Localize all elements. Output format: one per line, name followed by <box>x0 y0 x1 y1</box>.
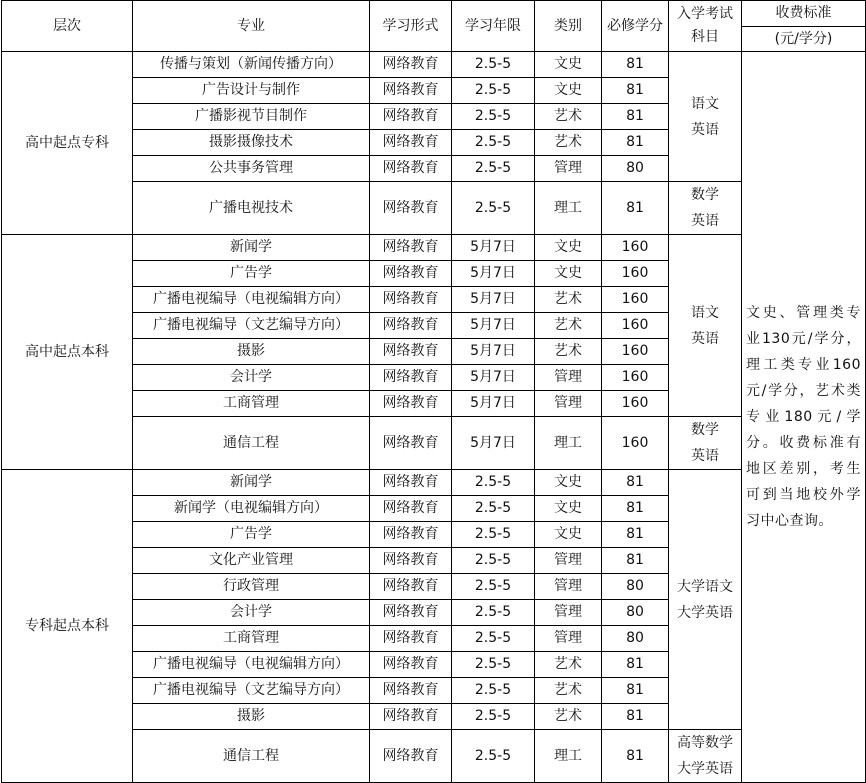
years-cell: 2.5-5 <box>452 548 535 574</box>
category-cell: 管理 <box>535 600 602 626</box>
category-cell: 艺术 <box>535 313 602 339</box>
mode-cell: 网络教育 <box>370 730 452 783</box>
category-cell: 文史 <box>535 78 602 104</box>
years-cell: 2.5-5 <box>452 496 535 522</box>
exam-line2: 大学英语 <box>677 604 733 621</box>
mode-cell: 网络教育 <box>370 104 452 130</box>
mode-cell: 网络教育 <box>370 417 452 470</box>
major-cell: 新闻学（电视编辑方向） <box>133 496 370 522</box>
mode-cell: 网络教育 <box>370 182 452 235</box>
years-cell: 5月7日 <box>452 365 535 391</box>
major-cell: 会计学 <box>133 365 370 391</box>
major-cell: 文化产业管理 <box>133 548 370 574</box>
mode-cell: 网络教育 <box>370 339 452 365</box>
category-cell: 文史 <box>535 235 602 261</box>
category-cell: 理工 <box>535 182 602 235</box>
category-cell: 文史 <box>535 470 602 496</box>
major-cell: 摄影 <box>133 704 370 730</box>
major-cell: 广告设计与制作 <box>133 78 370 104</box>
exam-cell <box>669 417 742 470</box>
category-cell: 文史 <box>535 261 602 287</box>
category-cell: 管理 <box>535 365 602 391</box>
credits-cell: 81 <box>602 104 669 130</box>
years-cell: 2.5-5 <box>452 156 535 182</box>
level-cell: 高中起点本科 <box>2 235 133 470</box>
credits-cell: 81 <box>602 652 669 678</box>
exam-line2: 大学英语 <box>677 761 733 777</box>
exam-line2: 英语 <box>691 213 719 229</box>
major-cell: 会计学 <box>133 600 370 626</box>
mode-cell: 网络教育 <box>370 704 452 730</box>
years-cell: 5月7日 <box>452 339 535 365</box>
category-cell: 管理 <box>535 548 602 574</box>
header-exam <box>669 1 742 52</box>
category-cell: 管理 <box>535 391 602 417</box>
years-cell: 2.5-5 <box>452 104 535 130</box>
years-cell: 2.5-5 <box>452 600 535 626</box>
credits-cell: 80 <box>602 574 669 600</box>
mode-cell: 网络教育 <box>370 261 452 287</box>
credits-cell: 160 <box>602 235 669 261</box>
mode-cell: 网络教育 <box>370 496 452 522</box>
credits-cell: 81 <box>602 52 669 78</box>
header-level: 层次 <box>2 1 133 52</box>
mode-cell: 网络教育 <box>370 365 452 391</box>
years-cell: 5月7日 <box>452 417 535 470</box>
exam-line2: 英语 <box>691 330 719 347</box>
mode-cell: 网络教育 <box>370 626 452 652</box>
credits-cell: 160 <box>602 391 669 417</box>
program-table <box>1 0 866 783</box>
credits-cell: 81 <box>602 182 669 235</box>
years-cell: 5月7日 <box>452 391 535 417</box>
category-cell: 艺术 <box>535 704 602 730</box>
category-cell: 理工 <box>535 417 602 470</box>
major-cell: 广播电视编导（电视编辑方向） <box>133 287 370 313</box>
credits-cell: 81 <box>602 522 669 548</box>
credits-cell: 81 <box>602 496 669 522</box>
header-exam-line2: 科目 <box>691 29 719 45</box>
exam-line1: 高等数学 <box>677 735 733 751</box>
credits-cell: 160 <box>602 339 669 365</box>
category-cell: 理工 <box>535 730 602 783</box>
years-cell: 5月7日 <box>452 313 535 339</box>
level-cell: 高中起点专科 <box>2 52 133 235</box>
mode-cell: 网络教育 <box>370 287 452 313</box>
mode-cell: 网络教育 <box>370 52 452 78</box>
years-cell: 2.5-5 <box>452 182 535 235</box>
credits-cell: 80 <box>602 600 669 626</box>
credits-cell: 80 <box>602 156 669 182</box>
major-cell: 广告学 <box>133 522 370 548</box>
years-cell: 2.5-5 <box>452 652 535 678</box>
fee-note: 文史、管理类专业130元/学分，理工类专业160元/学分，艺术类专业180元/学分。收费标准有地区差别，考生可到当地校外学习中心查询。 <box>742 52 866 783</box>
category-cell: 艺术 <box>535 104 602 130</box>
credits-cell: 81 <box>602 548 669 574</box>
mode-cell: 网络教育 <box>370 156 452 182</box>
credits-cell: 160 <box>602 417 669 470</box>
years-cell: 2.5-5 <box>452 522 535 548</box>
major-cell: 通信工程 <box>133 417 370 470</box>
exam-line2: 英语 <box>691 448 719 464</box>
major-cell: 传播与策划（新闻传播方向） <box>133 52 370 78</box>
mode-cell: 网络教育 <box>370 574 452 600</box>
credits-cell: 81 <box>602 78 669 104</box>
category-cell: 艺术 <box>535 339 602 365</box>
major-cell: 广播电视技术 <box>133 182 370 235</box>
exam-line2: 英语 <box>691 121 719 138</box>
header-exam-line1: 入学考试 <box>677 6 733 22</box>
exam-line1: 语文 <box>691 95 719 112</box>
header-major: 专业 <box>133 1 370 52</box>
category-cell: 文史 <box>535 52 602 78</box>
exam-cell <box>669 730 742 783</box>
credits-cell: 81 <box>602 678 669 704</box>
mode-cell: 网络教育 <box>370 522 452 548</box>
exam-line1: 语文 <box>691 304 719 321</box>
header-credits: 必修学分 <box>602 1 669 52</box>
header-fee-unit: (元/学分) <box>742 27 866 52</box>
major-cell: 广播电视编导（文艺编导方向） <box>133 678 370 704</box>
table-row <box>2 470 866 496</box>
mode-cell: 网络教育 <box>370 548 452 574</box>
years-cell: 2.5-5 <box>452 704 535 730</box>
years-cell: 2.5-5 <box>452 574 535 600</box>
header-years: 学习年限 <box>452 1 535 52</box>
exam-cell <box>669 470 742 730</box>
header-category: 类别 <box>535 1 602 52</box>
major-cell: 摄影摄像技术 <box>133 130 370 156</box>
credits-cell: 81 <box>602 704 669 730</box>
table-row <box>2 235 866 261</box>
major-cell: 工商管理 <box>133 626 370 652</box>
years-cell: 5月7日 <box>452 261 535 287</box>
header-mode: 学习形式 <box>370 1 452 52</box>
major-cell: 工商管理 <box>133 391 370 417</box>
mode-cell: 网络教育 <box>370 652 452 678</box>
exam-line1: 数学 <box>691 187 719 203</box>
credits-cell: 160 <box>602 313 669 339</box>
category-cell: 管理 <box>535 626 602 652</box>
category-cell: 管理 <box>535 156 602 182</box>
header-fee: 收费标准 <box>742 1 866 27</box>
credits-cell: 81 <box>602 730 669 783</box>
exam-cell <box>669 52 742 182</box>
years-cell: 2.5-5 <box>452 730 535 783</box>
credits-cell: 160 <box>602 365 669 391</box>
mode-cell: 网络教育 <box>370 470 452 496</box>
credits-cell: 81 <box>602 470 669 496</box>
credits-cell: 80 <box>602 626 669 652</box>
exam-line1: 数学 <box>691 422 719 438</box>
mode-cell: 网络教育 <box>370 235 452 261</box>
years-cell: 2.5-5 <box>452 52 535 78</box>
years-cell: 5月7日 <box>452 235 535 261</box>
years-cell: 5月7日 <box>452 287 535 313</box>
category-cell: 文史 <box>535 496 602 522</box>
table-row <box>2 52 866 78</box>
credits-cell: 160 <box>602 261 669 287</box>
mode-cell: 网络教育 <box>370 130 452 156</box>
mode-cell: 网络教育 <box>370 78 452 104</box>
mode-cell: 网络教育 <box>370 600 452 626</box>
years-cell: 2.5-5 <box>452 626 535 652</box>
exam-cell <box>669 182 742 235</box>
mode-cell: 网络教育 <box>370 391 452 417</box>
major-cell: 新闻学 <box>133 470 370 496</box>
major-cell: 行政管理 <box>133 574 370 600</box>
mode-cell: 网络教育 <box>370 313 452 339</box>
exam-line1: 大学语文 <box>677 578 733 595</box>
major-cell: 广播影视节目制作 <box>133 104 370 130</box>
years-cell: 2.5-5 <box>452 78 535 104</box>
level-cell: 专科起点本科 <box>2 470 133 783</box>
major-cell: 广告学 <box>133 261 370 287</box>
category-cell: 管理 <box>535 574 602 600</box>
years-cell: 2.5-5 <box>452 130 535 156</box>
major-cell: 公共事务管理 <box>133 156 370 182</box>
credits-cell: 160 <box>602 287 669 313</box>
category-cell: 艺术 <box>535 287 602 313</box>
major-cell: 摄影 <box>133 339 370 365</box>
credits-cell: 81 <box>602 130 669 156</box>
major-cell: 新闻学 <box>133 235 370 261</box>
mode-cell: 网络教育 <box>370 678 452 704</box>
years-cell: 2.5-5 <box>452 470 535 496</box>
category-cell: 文史 <box>535 522 602 548</box>
major-cell: 广播电视编导（电视编辑方向） <box>133 652 370 678</box>
major-cell: 广播电视编导（文艺编导方向） <box>133 313 370 339</box>
category-cell: 艺术 <box>535 678 602 704</box>
years-cell: 2.5-5 <box>452 678 535 704</box>
category-cell: 艺术 <box>535 652 602 678</box>
major-cell: 通信工程 <box>133 730 370 783</box>
exam-cell <box>669 235 742 417</box>
category-cell: 艺术 <box>535 130 602 156</box>
